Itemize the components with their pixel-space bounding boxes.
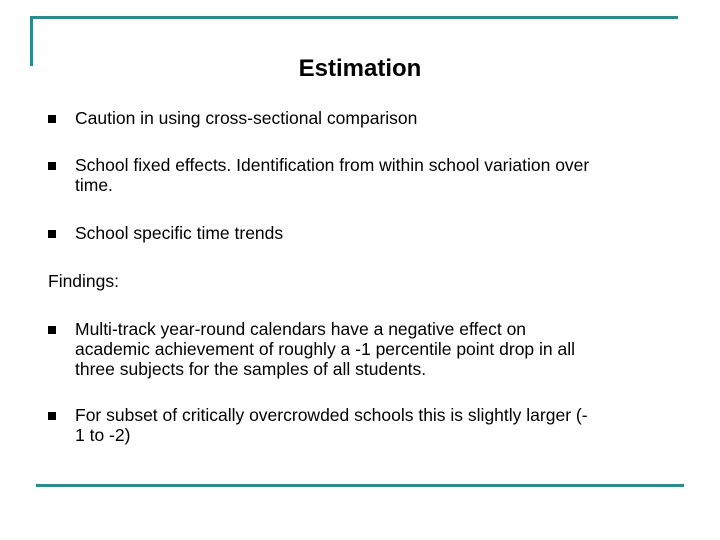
square-bullet-icon (48, 412, 56, 420)
frame-top-rule (30, 16, 678, 19)
bullet-text: Multi-track year-round calendars have a negative effect on academic achievement of roughly a -1 percentile point drop in all three subjects for the samples of all students. (75, 319, 576, 379)
bullet-text: School fixed effects. Identification from within school variation over time. (75, 155, 590, 195)
bullet-text: School specific time trends (75, 223, 284, 243)
bullet-text: Caution in using cross-sectional comparison (75, 108, 418, 128)
frame-bottom-rule (36, 484, 684, 487)
bullet-text: For subset of critically overcrowded schools this is slightly larger (- 1 to -2) (75, 405, 588, 445)
square-bullet-icon (48, 115, 56, 123)
slide-title-text: Estimation (298, 55, 422, 82)
square-bullet-icon (48, 230, 56, 238)
findings-label: Findings: (48, 271, 120, 291)
square-bullet-icon (48, 326, 56, 334)
slide-title (0, 55, 720, 83)
square-bullet-icon (48, 162, 56, 170)
